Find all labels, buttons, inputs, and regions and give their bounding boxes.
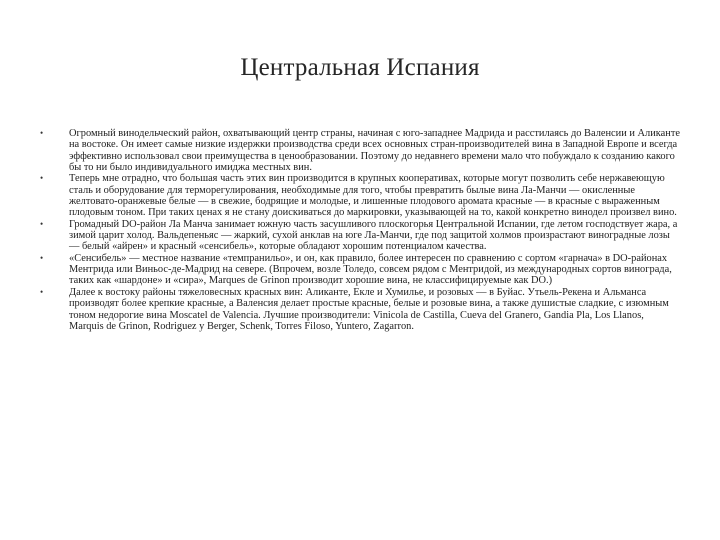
- bullet-list: [36, 128, 680, 332]
- bullet-item-5: [36, 287, 680, 332]
- bullet-item-2: [36, 173, 680, 218]
- bullet-icon: •: [40, 128, 44, 138]
- bullet-text: «Сенсибель» — местное название «темпранильо», и он, как правило, более интересен по сравнению с сортом «гарнача» в DO-районах Ментрида или Виньос-де-Мадрид на севере. (Впрочем, возле Толедо, совсем рядом с Ментридой, из международных сортов винограда, таких как «шардоне» и «сира», Marques de Grinon производит хорошие вина, не классифицируемые как DO.): [69, 252, 672, 287]
- bullet-item-4: [36, 253, 680, 287]
- bullet-icon: •: [40, 286, 44, 297]
- bullet-icon: •: [40, 252, 44, 263]
- bullet-text: Теперь мне отрадно, что большая часть этих вин производится в крупных кооперативах, которые могут позволить себе нержавеющую сталь и оборудование для терморегулирования, необходимые для того, чтобы превратить былые вина Ла-Манчи — окисленные желтовато-оранжевые белые — в свежие, бодрящие и молодые, и лишенные плодового аромата красные — в красные с выраженным плодовым тоном. При таких ценах я не стану доискиваться до маркировки, указывающей на то, какой конкретно винодел произвел вино.: [69, 173, 677, 219]
- bullet-text: Далее к востоку районы тяжеловесных красных вин: Аликанте, Екле и Хумилье, и розовых — в Буйас. Утьель-Рекена и Альманса производят более крепкие красные, а Валенсия делает простые красные, белые и розовые вина, а также душистые сладкие, с изюмным тоном недорогие вина Moscatel de Valencia. Лучшие производители: Vinicola de Castilla, Cueva del Granero, Gandia Pla, Los Llanos, Marquis de Grinon, Rodriguez y Berger, Schenk, Torres Filoso, Yuntero, Zagarron.: [69, 286, 669, 332]
- slide-title: Центральная Испания: [240, 54, 480, 81]
- bullet-icon: •: [40, 173, 44, 184]
- bullet-text: Огромный винодельческий район, охватывающий центр страны, начиная с юго-западнее Мадрида и расстилаясь до Валенсии и Аликанте на востоке. Он имеет самые низкие издержки производства среди всех основных стран-производителей вина в Западной Европе и всегда эффективно использовал свои преимущества в ценообразовании. Поэтому до недавнего времени мало что побуждало к созданию какого бы то ни было индивидуального имиджа местных вин.: [69, 128, 681, 174]
- bullet-text: Громадный DO-район Ла Манча занимает южную часть засушливого плоскогорья Центральной Испании, где летом господствует жара, а зимой царит холод. Вальдепеньяс — жаркий, сухой анклав на юге Ла-Манчи, где под защитой холмов произрастают виноградные лозы — белый «айрен» и красный «сенсибель», которые обладают хорошим потенциалом качества.: [69, 218, 678, 253]
- bullet-icon: •: [40, 218, 44, 229]
- bullet-item-3: [36, 219, 680, 253]
- bullet-item-1: [36, 128, 680, 173]
